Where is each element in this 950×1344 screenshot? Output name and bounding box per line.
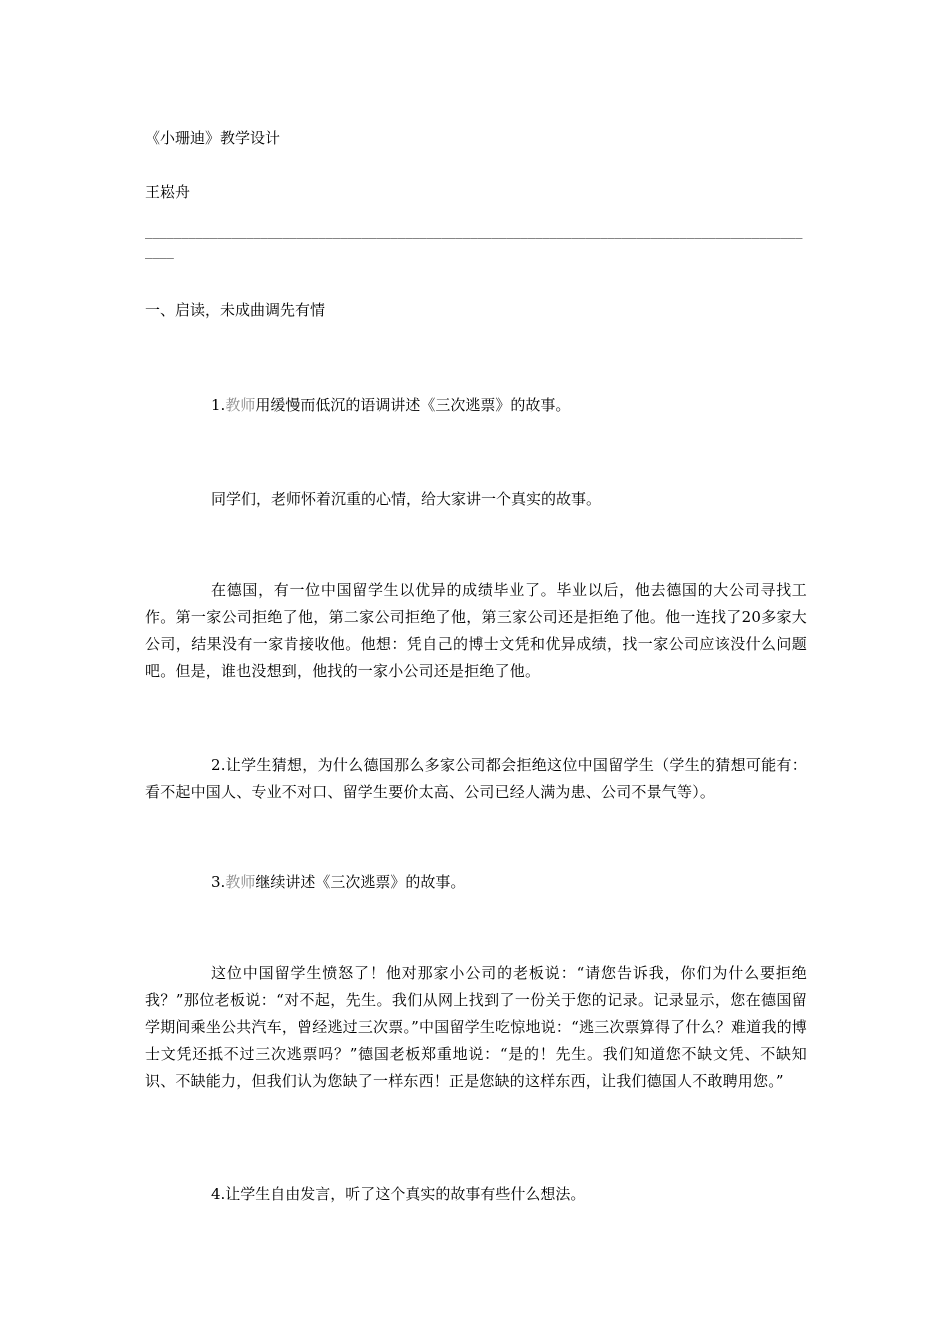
step-1-number: 1.	[211, 396, 226, 414]
step-2: 2.让学生猜想，为什么德国那么多家公司都会拒绝这位中国留学生（学生的猜想可能有：看不起中国人、专业不对口、留学生要价太高、公司已经人满为患、公司不景气等）。	[145, 756, 807, 801]
step-3	[211, 872, 465, 892]
step-1-highlight: 教师	[225, 396, 256, 414]
step-1	[211, 395, 570, 415]
step-3-highlight: 教师	[225, 873, 256, 891]
step-3-text: 继续讲述《三次逃票》的故事。	[255, 873, 466, 891]
step-1-text: 用缓慢而低沉的语调讲述《三次逃票》的故事。	[255, 396, 571, 414]
step-3-number: 3.	[211, 873, 226, 891]
separator-rule: _______________________________________________________________________________________________	[145, 225, 803, 259]
story-paragraph-1: 在德国，有一位中国留学生以优异的成绩毕业了。毕业以后，他去德国的大公司寻找工作。第一家公司拒绝了他，第二家公司拒绝了他，第三家公司还是拒绝了他。他一连找了20多家大公司，结果没有一家肯接收他。他想：凭自己的博士文凭和优异成绩，找一家公司应该没什么问题吧。但是，谁也没想到，他找的一家小公司还是拒绝了他。	[145, 581, 807, 680]
author-name: 王崧舟	[145, 183, 191, 201]
document-title: 《小珊迪》教学设计	[145, 129, 281, 147]
section-heading: 一、启读，未成曲调先有情	[145, 301, 326, 319]
intro-paragraph: 同学们，老师怀着沉重的心情，给大家讲一个真实的故事。	[211, 490, 602, 508]
story-paragraph-2: 这位中国留学生愤怒了！他对那家小公司的老板说：“请您告诉我，你们为什么要拒绝我？”那位老板说：“对不起，先生。我们从网上找到了一份关于您的记录。记录显示，您在德国留学期间乘坐公共汽车，曾经逃过三次票。”中国留学生吃惊地说：“逃三次票算得了什么？难道我的博士文凭还抵不过三次逃票吗？”德国老板郑重地说：“是的！先生。我们知道您不缺文凭、不缺知识、不缺能力，但我们认为您缺了一样东西！正是您缺的这样东西，让我们德国人不敢聘用您。”	[145, 964, 807, 1090]
step-4: 4.让学生自由发言，听了这个真实的故事有些什么想法。	[211, 1185, 586, 1203]
